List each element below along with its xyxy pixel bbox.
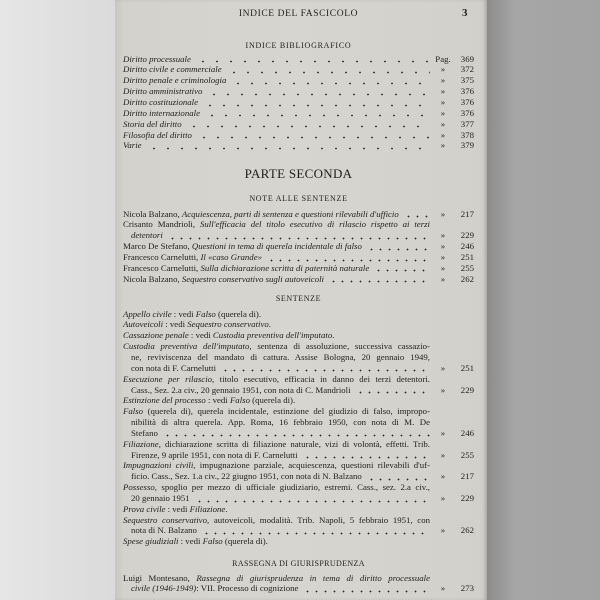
- entry-text: [123, 374, 430, 385]
- dot-leader: [355, 385, 430, 396]
- roman-text: : vedi: [188, 330, 213, 341]
- entry-line: [123, 341, 474, 352]
- roman-text: : vedi: [163, 319, 188, 330]
- bibliography-entry: [123, 108, 474, 119]
- ruling-entry: [123, 439, 474, 461]
- notes-heading: NOTE ALLE SENTENZE: [249, 194, 348, 203]
- note-entry: [123, 274, 474, 285]
- bibliography-subject: Diritto processuale: [123, 53, 191, 64]
- roman-text: nota di N. Balzano: [131, 525, 197, 536]
- roman-text: (querela di).: [222, 536, 268, 547]
- roman-text: Luigi Montesano,: [123, 572, 197, 583]
- page-prefix: »: [440, 583, 446, 594]
- page-prefix: »: [440, 86, 446, 97]
- entry-text: [123, 209, 399, 220]
- entry-text: [123, 252, 262, 263]
- italic-text: Sequestro conservativo: [187, 319, 269, 330]
- dot-leader: [201, 525, 430, 536]
- page-number: 251: [460, 251, 474, 262]
- page-reference: [432, 241, 474, 252]
- entry-text: [123, 515, 430, 526]
- ruling-entry: [123, 504, 474, 515]
- running-header-title: INDICE DEL FASCICOLO: [238, 8, 359, 19]
- page-reference: [432, 493, 474, 504]
- italic-text: Il «caso Grande»: [200, 251, 263, 262]
- entry-line: [131, 471, 474, 482]
- page-prefix: Pag.: [435, 53, 451, 64]
- entry-line: [123, 482, 474, 493]
- italic-text: Appello civile: [123, 308, 172, 319]
- roman-text: Francesco Carnelutti,: [123, 251, 201, 262]
- italic-text: Spese giudiziali: [123, 536, 179, 547]
- dot-leader: [266, 252, 430, 263]
- page-prefix: »: [440, 140, 446, 151]
- entry-text: [123, 573, 430, 584]
- italic-text: Custodia preventiva dell'imputato: [212, 330, 333, 341]
- entry-line: [123, 309, 474, 320]
- entry-text: [123, 274, 324, 285]
- page-prefix: »: [440, 230, 446, 241]
- roman-text: : vedi: [178, 536, 203, 547]
- ruling-entry: [123, 460, 474, 482]
- italic-text: Custodia preventiva dell'imputato: [123, 341, 250, 352]
- dot-leader: [226, 64, 430, 75]
- entry-line: [131, 417, 474, 428]
- ruling-entry: [123, 330, 474, 341]
- dot-leader: [328, 274, 430, 285]
- bibliography-entry: [123, 130, 474, 141]
- entry-text: [131, 525, 197, 536]
- roman-text: , titolo esecutivo, efficacia in danno dei terzi detentori.: [212, 373, 430, 384]
- roman-text: nibilità di altra querela. App. Roma, 16 febbraio 1950, con nota di M. De: [131, 417, 430, 428]
- entry-text: [123, 330, 334, 341]
- note-entry: [123, 241, 474, 252]
- note-entry: [123, 263, 474, 274]
- roman-text: ficio. Cass., Sez. 1.a civ., 22 giugno 1951, con nota di N. Balzano: [131, 471, 362, 482]
- page-reference: [432, 119, 474, 130]
- entry-line: [123, 209, 474, 220]
- page-number: 372: [460, 64, 474, 75]
- italic-text: Possesso: [123, 482, 155, 493]
- entry-text: [131, 493, 190, 504]
- roman-text: Marco De Stefano,: [123, 241, 192, 252]
- page-reference: [432, 108, 474, 119]
- italic-text: Sulla dichiarazione scritta di paternità naturale: [200, 262, 370, 273]
- page-prefix: »: [440, 75, 446, 86]
- roman-text: (querela di), querela incidentale, estinzione del giudizio di falso, impropo-: [143, 406, 430, 417]
- page-number: 217: [460, 471, 474, 482]
- roman-text: Nicola Balzano,: [123, 208, 182, 219]
- page-number: 217: [460, 208, 474, 219]
- roman-text: , sentenza di assoluzione, successiva cassazio-: [249, 341, 430, 352]
- entry-text: [131, 450, 298, 461]
- italic-text: Rassegna di giurisprudenza in tema di diritto processuale: [196, 572, 430, 583]
- italic-text: Autoveicoli: [123, 319, 164, 330]
- entry-text: [123, 241, 362, 252]
- entry-text: [123, 341, 430, 352]
- italic-text: Filiazione: [189, 503, 226, 514]
- page-prefix: »: [440, 262, 446, 273]
- roman-text: 20 gennaio 1951: [131, 492, 190, 503]
- page-number: 262: [460, 273, 474, 284]
- page-prefix: »: [440, 251, 446, 262]
- page-reference: [432, 209, 474, 220]
- dot-leader: [373, 263, 430, 274]
- roman-text: , autoveicoli, modalità. Trib. Napoli, 5 febbraio 1951, con: [206, 514, 430, 525]
- page-number: 229: [460, 492, 474, 503]
- entry-text: [123, 309, 261, 320]
- entry-text: [131, 417, 430, 428]
- entry-text: [123, 395, 295, 406]
- page-reference: [432, 54, 474, 65]
- page-number: 376: [460, 107, 474, 118]
- italic-text: Acquiescenza, parti di sentenza e questioni rilevabili d'ufficio: [181, 208, 399, 219]
- bibliography-entry: [123, 97, 474, 108]
- entry-text: [123, 319, 271, 330]
- page-number: 376: [460, 96, 474, 107]
- page-number: 251: [460, 362, 474, 373]
- roman-text: : VII. Processo di cognizione: [196, 583, 299, 594]
- roman-text: : vedi: [171, 308, 196, 319]
- page-prefix: »: [440, 384, 446, 395]
- note-entry: [123, 219, 474, 241]
- roman-text: Stefano: [131, 427, 158, 438]
- page-reference: [432, 252, 474, 263]
- italic-text: Sequestro conservativo sugli autoveicoli: [181, 273, 324, 284]
- entry-line: [123, 515, 474, 526]
- italic-text: Esecuzione per rilascio: [123, 373, 213, 384]
- ruling-entry: [123, 482, 474, 504]
- entry-line: [123, 504, 474, 515]
- bibliography-entry: [123, 64, 474, 75]
- entry-line: [131, 352, 474, 363]
- entry-line: [123, 374, 474, 385]
- dot-leader: [196, 130, 430, 141]
- entry-line: [131, 428, 474, 439]
- dot-leader: [366, 471, 430, 482]
- roman-text: , dichiarazione scritta di filiazione naturale, vizi di volontà, effetti. Trib.: [158, 438, 430, 449]
- page-reference: [432, 130, 474, 141]
- page-reference: [432, 75, 474, 86]
- case-law-review-list: [123, 573, 474, 595]
- ruling-entry: [123, 319, 474, 330]
- bibliography-subject: Storia del diritto: [123, 118, 182, 129]
- dot-leader: [167, 230, 430, 241]
- entry-text: [123, 439, 430, 450]
- page-reference: [432, 86, 474, 97]
- page-reference: [432, 385, 474, 396]
- roman-text: : vedi: [205, 395, 230, 406]
- page-reference: [432, 64, 474, 75]
- page-number: 378: [460, 129, 474, 140]
- folio-number: 3: [462, 7, 468, 19]
- roman-text: Cass., Sez. 2.a civ., 20 gennaio 1951, con nota di C. Mandrioli: [131, 384, 351, 395]
- page-number: 229: [460, 384, 474, 395]
- dot-leader: [302, 450, 430, 461]
- entry-text: [123, 263, 369, 274]
- italic-text: Questioni in tema di querela incidentale di falso: [191, 241, 362, 252]
- entry-text: [123, 482, 430, 493]
- page-reference: [432, 583, 474, 594]
- italic-text: Prova civile: [123, 503, 166, 514]
- bibliography-subject: Diritto penale e criminologia: [123, 75, 227, 86]
- dot-leader: [162, 428, 430, 439]
- page-reference: [432, 428, 474, 439]
- italic-text: Filiazione: [123, 438, 159, 449]
- bibliography-entry: [123, 86, 474, 97]
- page-prefix: »: [440, 96, 446, 107]
- scan-background-right: [487, 0, 600, 600]
- italic-text: Sequestro conservativo: [123, 514, 207, 525]
- page-prefix: »: [440, 241, 446, 252]
- italic-text: civile (1946-1949): [131, 583, 197, 594]
- note-entry: [123, 209, 474, 220]
- italic-text: Sull'efficacia del titolo esecutivo di rilascio rispetto ai terzi: [199, 219, 430, 230]
- bibliography-entry: [123, 75, 474, 86]
- entry-line: [123, 439, 474, 450]
- page-number: 255: [460, 449, 474, 460]
- page-prefix: »: [440, 64, 446, 75]
- case-law-review-heading: RASSEGNA DI GIURISPRUDENZA: [232, 558, 365, 568]
- dot-leader: [202, 97, 430, 108]
- entry-line: [123, 252, 474, 263]
- page-reference: [432, 97, 474, 108]
- dot-leader: [194, 493, 430, 504]
- dot-leader: [186, 119, 430, 130]
- ruling-entry: [123, 395, 474, 406]
- bibliography-subject: Diritto civile e commerciale: [123, 64, 222, 75]
- page-number: 369: [460, 53, 474, 64]
- page-number: 379: [460, 140, 474, 151]
- italic-text: Estinzione del processo: [123, 395, 206, 406]
- notes-list: [123, 209, 474, 285]
- page-number: 255: [460, 262, 474, 273]
- roman-text: Francesco Carnelutti,: [123, 262, 201, 273]
- bibliography-subject: Diritto amministrativo: [123, 86, 203, 97]
- entry-text: [131, 583, 298, 594]
- part-heading: PARTE SECONDA: [244, 166, 353, 181]
- italic-text: Falso: [123, 406, 144, 417]
- bibliography-subject: Filosofia del diritto: [123, 129, 192, 140]
- entry-line: [131, 363, 474, 374]
- roman-text: .: [225, 503, 228, 514]
- page-number: 246: [460, 427, 474, 438]
- roman-text: , spoglio per mezzo di ufficiale giudiziario, estremi. Cass., sez. 2.a civ.,: [154, 482, 430, 493]
- page-reference: [432, 263, 474, 274]
- entry-text: [131, 428, 158, 439]
- ruling-entry: [123, 341, 474, 374]
- entry-line: [123, 263, 474, 274]
- note-entry: [123, 252, 474, 263]
- entry-line: [123, 395, 474, 406]
- roman-text: Firenze, 9 aprile 1951, con nota di F. Carnelutti: [131, 449, 298, 460]
- bibliography-subject: Diritto costituzionale: [123, 96, 199, 107]
- italic-text: Falso: [195, 308, 216, 319]
- page-reference: [432, 525, 474, 536]
- page-number: 375: [460, 75, 474, 86]
- roman-text: : vedi: [165, 503, 190, 514]
- page-prefix: »: [440, 129, 446, 140]
- entry-line: [131, 230, 474, 241]
- italic-text: Falso: [202, 536, 223, 547]
- entry-line: [123, 406, 474, 417]
- rulings-list: [123, 309, 474, 548]
- ruling-entry: [123, 536, 474, 547]
- ruling-entry: [123, 309, 474, 320]
- entry-line: [131, 525, 474, 536]
- roman-text: .: [268, 319, 271, 330]
- roman-text: (querela di).: [249, 395, 296, 406]
- bibliography-subject: Varie: [123, 140, 142, 151]
- page-prefix: »: [440, 362, 446, 373]
- entry-line: [123, 536, 474, 547]
- entry-line: [123, 319, 474, 330]
- ruling-entry: [123, 406, 474, 439]
- entry-line: [123, 241, 474, 252]
- entry-line: [123, 573, 474, 584]
- dot-leader: [206, 86, 430, 97]
- entry-line: [131, 493, 474, 504]
- entry-line: [131, 450, 474, 461]
- entry-text: [123, 536, 268, 547]
- roman-text: , impugnazione parziale, acquiescenza, questioni rilevabili d'uf-: [193, 460, 431, 471]
- bibliography-list: [123, 54, 474, 152]
- page-number: 273: [460, 583, 474, 594]
- rulings-heading: SENTENZE: [275, 293, 322, 303]
- entry-text: [123, 460, 430, 471]
- dot-leader: [366, 241, 430, 252]
- dot-leader: [230, 75, 430, 86]
- scan-background-left: [0, 0, 115, 600]
- entry-text: [123, 406, 430, 417]
- entry-line: [131, 583, 474, 594]
- page-prefix: »: [440, 492, 446, 503]
- review-entry: [123, 573, 474, 595]
- page-prefix: »: [440, 449, 446, 460]
- entry-line: [123, 330, 474, 341]
- page-prefix: »: [440, 427, 446, 438]
- roman-text: (querela di).: [215, 308, 262, 319]
- dot-leader: [220, 363, 430, 374]
- roman-text: .: [332, 330, 335, 341]
- roman-text: con nota di F. Carnelutti: [131, 362, 217, 373]
- page-number: 376: [460, 86, 474, 97]
- dot-leader: [302, 583, 430, 594]
- entry-line: [123, 274, 474, 285]
- page-number: 229: [460, 230, 474, 241]
- italic-text: Falso: [229, 395, 250, 406]
- page-prefix: »: [440, 107, 446, 118]
- entry-line: [123, 219, 474, 230]
- bibliography-heading: INDICE BIBLIOGRAFICO: [245, 40, 352, 50]
- page-reference: [432, 274, 474, 285]
- bibliography-entry: [123, 54, 474, 65]
- entry-line: [131, 385, 474, 396]
- ruling-entry: [123, 515, 474, 537]
- page-prefix: »: [440, 525, 446, 536]
- page-prefix: »: [440, 273, 446, 284]
- page-number: 246: [460, 241, 474, 252]
- italic-text: detentori: [131, 230, 163, 241]
- dot-leader: [195, 54, 430, 65]
- page-prefix: »: [440, 118, 446, 129]
- entry-line: [123, 460, 474, 471]
- dot-leader: [204, 108, 430, 119]
- italic-text: Impugnazioni civili: [123, 460, 194, 471]
- page-prefix: »: [440, 208, 446, 219]
- page-number: 377: [460, 118, 474, 129]
- page-number: 262: [460, 525, 474, 536]
- page-reference: [432, 230, 474, 241]
- dot-leader: [146, 140, 430, 151]
- roman-text: Nicola Balzano,: [123, 273, 182, 284]
- page-reference: [432, 450, 474, 461]
- bibliography-entry: [123, 140, 474, 151]
- entry-text: [131, 385, 351, 396]
- page-reference: [432, 140, 474, 151]
- entry-text: [131, 471, 362, 482]
- page-reference: [432, 471, 474, 482]
- entry-text: [123, 219, 430, 230]
- page-reference: [432, 363, 474, 374]
- page-prefix: »: [440, 471, 446, 482]
- entry-text: [131, 230, 163, 241]
- italic-text: Cassazione penale: [123, 330, 189, 341]
- entry-text: [131, 363, 216, 374]
- entry-text: [123, 504, 228, 515]
- dot-leader: [403, 209, 430, 220]
- roman-text: ne, reviviscenza del mandato di cattura. Assise Bologna, 20 gennaio 1949,: [131, 351, 430, 362]
- bibliography-subject: Diritto internazionale: [123, 107, 200, 118]
- roman-text: Crisanto Mandrioli,: [123, 219, 200, 230]
- bibliography-entry: [123, 119, 474, 130]
- entry-text: [131, 352, 430, 363]
- ruling-entry: [123, 374, 474, 396]
